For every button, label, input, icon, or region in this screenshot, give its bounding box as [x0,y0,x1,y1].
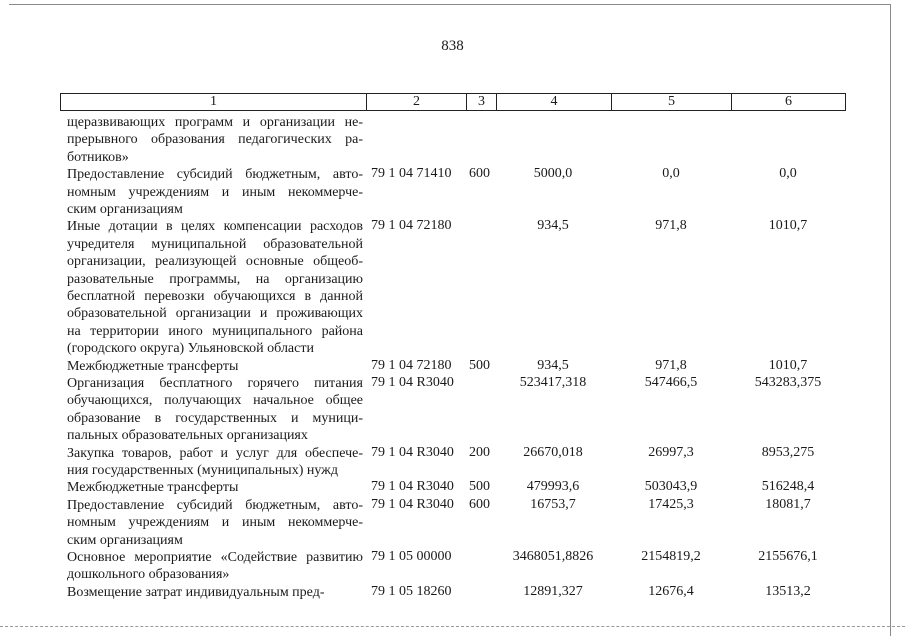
header-col-1: 1 [61,94,367,110]
row-code: 79 1 04 R3040 [371,444,454,460]
description-line: ния государственных (муниципальных) нужд [67,462,338,478]
description-line: на территории иного муниципального района [67,323,363,339]
row-value-1: 5000,0 [533,166,573,182]
row-description [67,445,363,480]
row-value-2: 503043,9 [644,479,698,495]
description-line: (городского округа) Ульяновской области [67,341,314,357]
row-value-2: 12676,4 [648,583,694,599]
description-line: Иные дотации в целях компенсации расходов [67,219,363,235]
page-bottom-divider [0,626,905,627]
description-line: учредителя муниципальной образовательной [67,236,363,252]
row-code: 79 1 04 R3040 [371,496,454,512]
row-expense-type: 600 [469,496,490,512]
description-line: прерывного образования педагогических ра- [67,132,363,148]
row-description [67,375,363,445]
row-value-2: 2154819,2 [641,549,701,564]
description-line: пальных образовательных организациях [67,428,308,444]
row-value-1: 26670,018 [523,444,583,460]
row-code: 79 1 04 72180 [371,218,452,234]
description-line: разовательные программы, на организацию [67,271,363,287]
row-value-2: 26997,3 [648,444,694,460]
header-col-4: 4 [497,94,612,110]
description-line: Возмещение затрат индивидуальным пред- [67,584,325,600]
description-line: бесплатной перевозки обучающихся в данной [67,288,363,304]
description-line: Межбюджетные трансферты [67,480,239,496]
row-description [67,479,363,496]
row-expense-type: 200 [469,444,490,460]
row-value-2: 17425,3 [648,496,694,512]
row-value-1: 479993,6 [526,479,580,495]
header-col-2: 2 [367,94,467,110]
description-line: обучающихся, получающих начальное общее [67,393,363,409]
row-expense-type: 500 [469,357,490,373]
row-description [67,584,363,601]
description-line: номным учреждениям и иным некоммерче- [67,184,363,200]
row-value-3: 1010,7 [768,357,808,373]
description-line: дошкольного образования» [67,567,230,583]
description-line: ским организациям [67,201,183,217]
row-value-2: 547466,5 [644,375,698,390]
row-value-1: 16753,7 [530,496,576,512]
row-value-3: 8953,275 [761,444,815,460]
header-col-3: 3 [467,94,497,110]
row-value-1: 523417,318 [519,375,587,390]
row-value-3: 0,0 [779,166,797,182]
description-line: Организация бесплатного горячего питания [67,376,363,391]
description-line: Закупка товаров, работ и услуг для обеспече- [67,445,363,461]
description-line: образовательной организации и проживающих [67,306,363,322]
row-description [67,166,363,218]
description-line: номным учреждениям и иным некоммерче- [67,515,363,531]
row-value-3: 18081,7 [765,496,811,512]
description-line: организации, реализующей основные общеоб- [67,254,363,270]
description-line: Предоставление субсидий бюджетным, авто- [67,497,363,513]
description-line: щеразвивающих программ и организации не- [67,115,363,130]
page-number: 838 [441,38,464,54]
row-value-2: 971,8 [655,357,687,373]
row-description [67,358,363,375]
row-code: 79 1 04 R3040 [371,375,454,390]
description-line: образование в государственных и муници- [67,410,363,426]
row-value-2: 0,0 [662,166,680,182]
row-value-3: 1010,7 [768,218,808,234]
description-line: ским организациям [67,532,183,548]
row-value-1: 934,5 [537,218,569,234]
row-value-3: 516248,4 [761,479,815,495]
row-code: 79 1 05 18260 [371,583,452,599]
row-description [67,114,363,166]
table-header [60,93,846,111]
row-value-2: 971,8 [655,218,687,234]
description-line: Межбюджетные трансферты [67,358,239,374]
description-line: ботников» [67,149,129,165]
row-description [67,549,363,584]
row-expense-type: 500 [469,479,490,495]
row-expense-type: 600 [469,166,490,182]
row-value-1: 12891,327 [523,583,583,599]
row-code: 79 1 04 R3040 [371,479,454,495]
description-line: Предоставление субсидий бюджетным, авто- [67,167,363,183]
row-value-3: 543283,375 [754,375,822,390]
header-col-6: 6 [785,94,792,109]
row-value-3: 13513,2 [765,583,811,599]
row-description [67,497,363,549]
row-code: 79 1 04 71410 [371,166,452,182]
row-code: 79 1 05 00000 [371,549,452,564]
row-value-1: 934,5 [537,357,569,373]
row-value-3: 2155676,1 [758,549,818,564]
row-code: 79 1 04 72180 [371,357,452,373]
description-line: Основное мероприятие «Содействие развитию [67,550,363,565]
row-value-1: 3468051,8826 [512,549,594,564]
row-description [67,218,363,357]
header-col-5: 5 [612,94,732,110]
